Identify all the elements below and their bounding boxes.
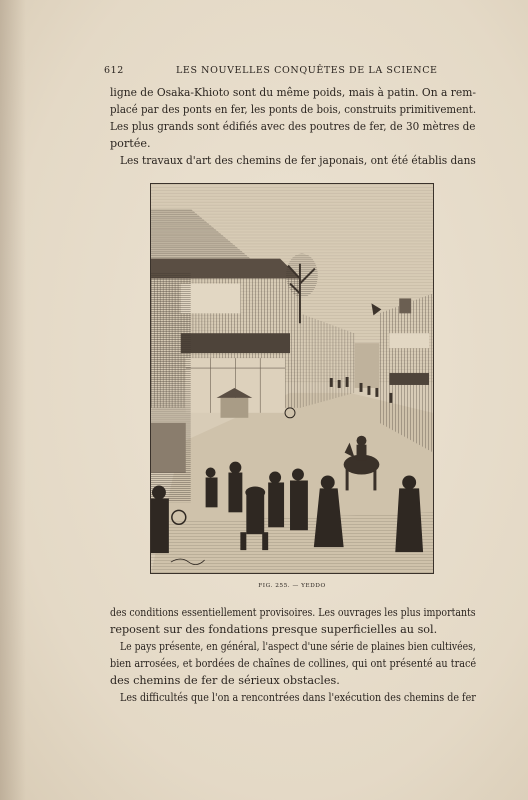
- figure-caption: FIG. 255. — YEDDO: [258, 583, 326, 589]
- text-line: placé par des ponts en fer, les ponts de bois, construits primitivement.: [110, 103, 477, 116]
- figure-illustration: [150, 183, 434, 574]
- text-line: des chemins de fer de sérieux obstacles.: [110, 674, 340, 687]
- running-header: [104, 65, 476, 79]
- text-line: des conditions essentiellement provisoires. Les ouvrages les plus importants: [110, 606, 476, 619]
- text-line: portée.: [110, 137, 151, 150]
- text-line: Le pays présente, en général, l'aspect d'une série de plaines bien cultivées,: [120, 640, 476, 653]
- page-number: 612: [104, 65, 124, 76]
- text-line: Les plus grands sont édifiés avec des poutres de fer, de 30 mètres de: [110, 120, 476, 133]
- text-line: Les travaux d'art des chemins de fer japonais, ont été établis dans: [120, 154, 476, 167]
- text-line: reposent sur des fondations presque superficielles au sol.: [110, 623, 438, 636]
- engraving-street-scene-icon: [151, 184, 433, 573]
- binding-shadow: [0, 0, 26, 800]
- running-title: LES NOUVELLES CONQUÊTES DE LA SCIENCE: [176, 65, 438, 76]
- text-line: ligne de Osaka-Khioto sont du même poids, mais à patin. On a rem-: [110, 86, 476, 99]
- text-line: bien arrosées, et bordées de chaînes de collines, qui ont présenté au tracé: [110, 657, 477, 670]
- text-line: Les difficultés que l'on a rencontrées dans l'exécution des chemins de fer: [120, 691, 476, 704]
